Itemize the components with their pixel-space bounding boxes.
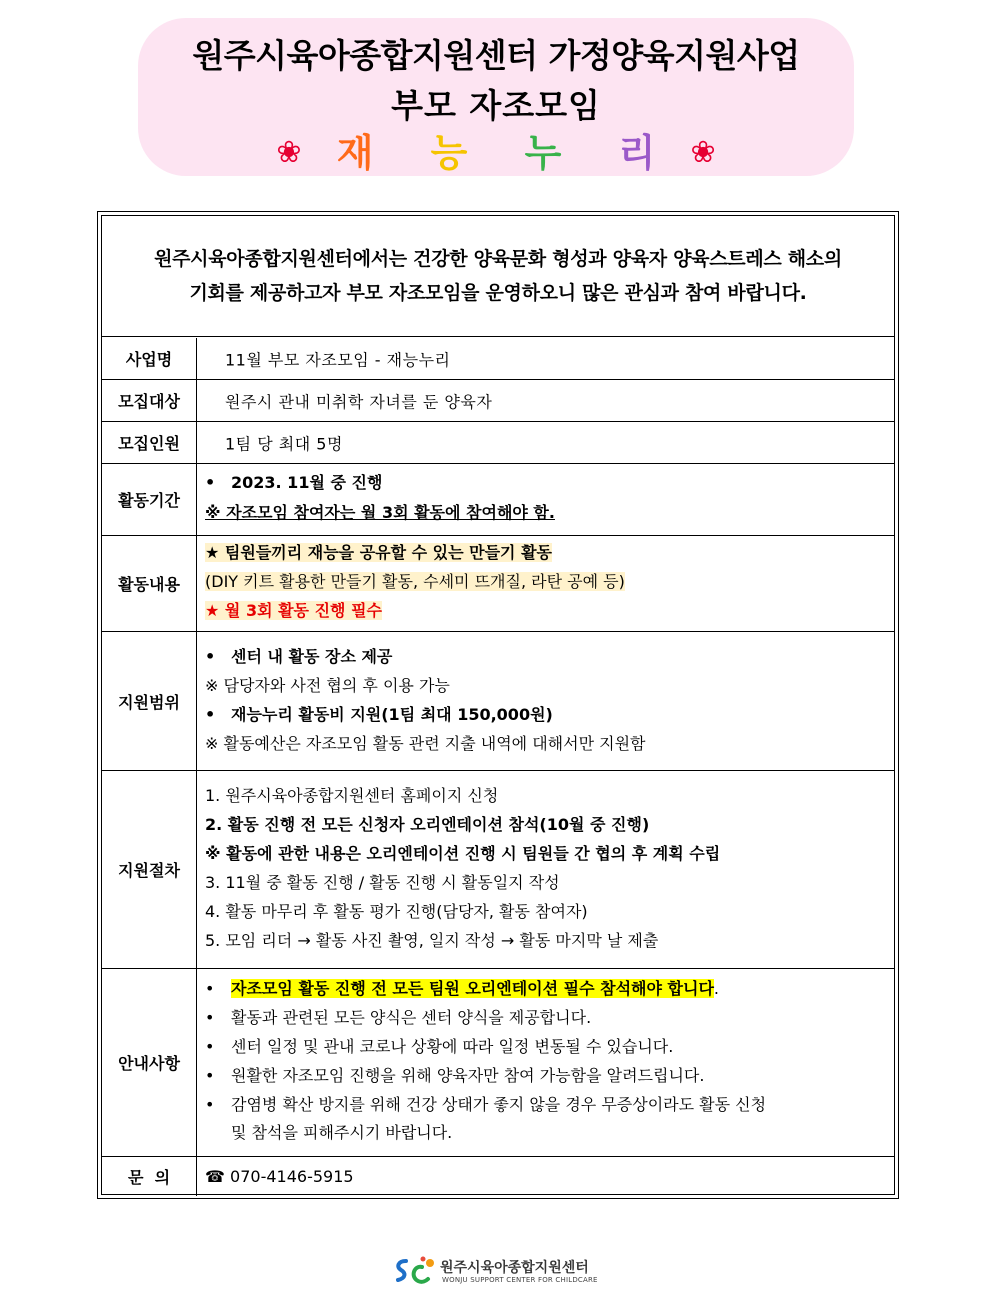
notice-item: • 자조모임 활동 진행 전 모든 팀원 오리엔테이션 필수 참석해야 합니다.: [205, 979, 719, 998]
logo-name-ko: 원주시육아종합지원센터: [440, 1260, 589, 1276]
intro-line2: 기회를 제공하고자 부모 자조모임을 운영하오니 많은 관심과 참여 바랍니다.: [189, 282, 807, 304]
business-value: 11월 부모 자조모임 - 재능누리: [225, 350, 451, 369]
bullet-icon: •: [205, 1095, 215, 1114]
header-banner: [138, 18, 854, 176]
contact-line: [205, 1166, 354, 1188]
procedure-step: 5. 모임 리더 → 활동 사진 촬영, 일지 작성 → 활동 마지막 날 제출: [205, 931, 659, 950]
procedure-step: ※ 활동에 관한 내용은 오리엔테이션 진행 시 팀원들 간 협의 후 계획 수립: [205, 844, 721, 863]
row-label: 안내사항: [102, 969, 197, 1156]
title-char: 재: [336, 131, 374, 175]
row-support: [102, 632, 894, 771]
row-label: 모집대상: [102, 380, 197, 421]
row-label: 문 의: [102, 1157, 197, 1196]
bullet-icon: •: [205, 1037, 215, 1056]
row-activity: [102, 536, 894, 632]
bullet-icon: •: [205, 1066, 215, 1085]
period-line2: ※ 자조모임 참여자는 월 3회 활동에 참여해야 함.: [205, 503, 555, 522]
logo-name-en: WONJU SUPPORT CENTER FOR CHILDCARE: [442, 1276, 598, 1284]
row-label: 활동내용: [102, 536, 197, 631]
support-line3: • 재능누리 활동비 지원(1팀 최대 150,000원): [205, 705, 553, 724]
procedure-step: 1. 원주시육아종합지원센터 홈페이지 신청: [205, 786, 499, 805]
row-target: [102, 380, 894, 422]
activity-line3: ★ 월 3회 활동 진행 필수: [205, 601, 382, 620]
support-line4: ※ 활동예산은 자조모임 활동 관련 지출 내역에 대해서만 지원함: [205, 734, 646, 753]
bullet-icon: •: [205, 979, 215, 998]
procedure-step: 3. 11월 중 활동 진행 / 활동 진행 시 활동일지 작성: [205, 873, 560, 892]
intro-line1: 원주시육아종합지원센터에서는 건강한 양육문화 형성과 양육자 양육스트레스 해소의: [154, 248, 842, 270]
row-business: [102, 338, 894, 380]
row-label: 사업명: [102, 338, 197, 379]
row-notice: [102, 969, 894, 1157]
flower-icon-right: ❀: [690, 135, 716, 170]
procedure-step: 2. 활동 진행 전 모든 신청자 오리엔테이션 참석(10월 중 진행): [205, 815, 650, 834]
notice-item: • 센터 일정 및 관내 코로나 상황에 따라 일정 변동될 수 있습니다.: [205, 1037, 674, 1056]
center-logo: [392, 1255, 612, 1291]
bullet-icon: •: [205, 1008, 215, 1027]
title-char: 리: [618, 131, 656, 175]
contact-phone[interactable]: 070-4146-5915: [230, 1167, 354, 1186]
phone-icon: ☎: [205, 1167, 225, 1186]
notice-item: • 원활한 자조모임 진행을 위해 양육자만 참여 가능함을 알려드립니다.: [205, 1066, 705, 1085]
activity-line1: ★ 팀원들끼리 재능을 공유할 수 있는 만들기 활동: [205, 543, 553, 562]
support-line1: • 센터 내 활동 장소 제공: [205, 647, 393, 666]
support-line2: ※ 담당자와 사전 협의 후 이용 가능: [205, 676, 450, 695]
intro-text: [102, 216, 894, 337]
header-title-line1: 원주시육아종합지원센터 가정양육지원사업: [192, 36, 800, 75]
bullet-icon: •: [205, 647, 216, 666]
info-table: [101, 215, 895, 1195]
bullet-icon: •: [205, 705, 216, 724]
procedure-step: 4. 활동 마무리 후 활동 평가 진행(담당자, 활동 참여자): [205, 902, 588, 921]
title-char: 누: [524, 131, 562, 175]
title-char: 능: [430, 131, 468, 175]
target-value: 원주시 관내 미취학 자녀를 둔 양육자: [225, 392, 493, 411]
notice-item-continued: 및 참석을 피해주시기 바랍니다.: [231, 1123, 453, 1142]
capacity-value: 1팀 당 최대 5명: [225, 434, 343, 453]
flower-icon-left: ❀: [276, 135, 302, 170]
info-table-frame: [97, 211, 899, 1199]
period-line1: • 2023. 11월 중 진행: [205, 473, 383, 492]
activity-line2: (DIY 키트 활용한 만들기 활동, 수세미 뜨개질, 라탄 공예 등): [205, 572, 625, 591]
bullet-icon: •: [205, 473, 216, 492]
notice-item: • 활동과 관련된 모든 양식은 센터 양식을 제공합니다.: [205, 1008, 592, 1027]
row-label: 활동기간: [102, 464, 197, 535]
row-contact: [102, 1157, 894, 1196]
notice-item: • 감염병 확산 방지를 위해 건강 상태가 좋지 않을 경우 무증상이라도 활동 신청: [205, 1095, 767, 1114]
row-label: 지원절차: [102, 771, 197, 968]
logo-mark-icon: [392, 1255, 438, 1287]
row-period: [102, 464, 894, 536]
row-procedure: [102, 771, 894, 969]
row-capacity: [102, 422, 894, 464]
row-label: 지원범위: [102, 632, 197, 770]
header-title-line2: 부모 자조모임: [391, 86, 601, 125]
header-title-line3: [138, 130, 854, 176]
row-label: 모집인원: [102, 422, 197, 463]
